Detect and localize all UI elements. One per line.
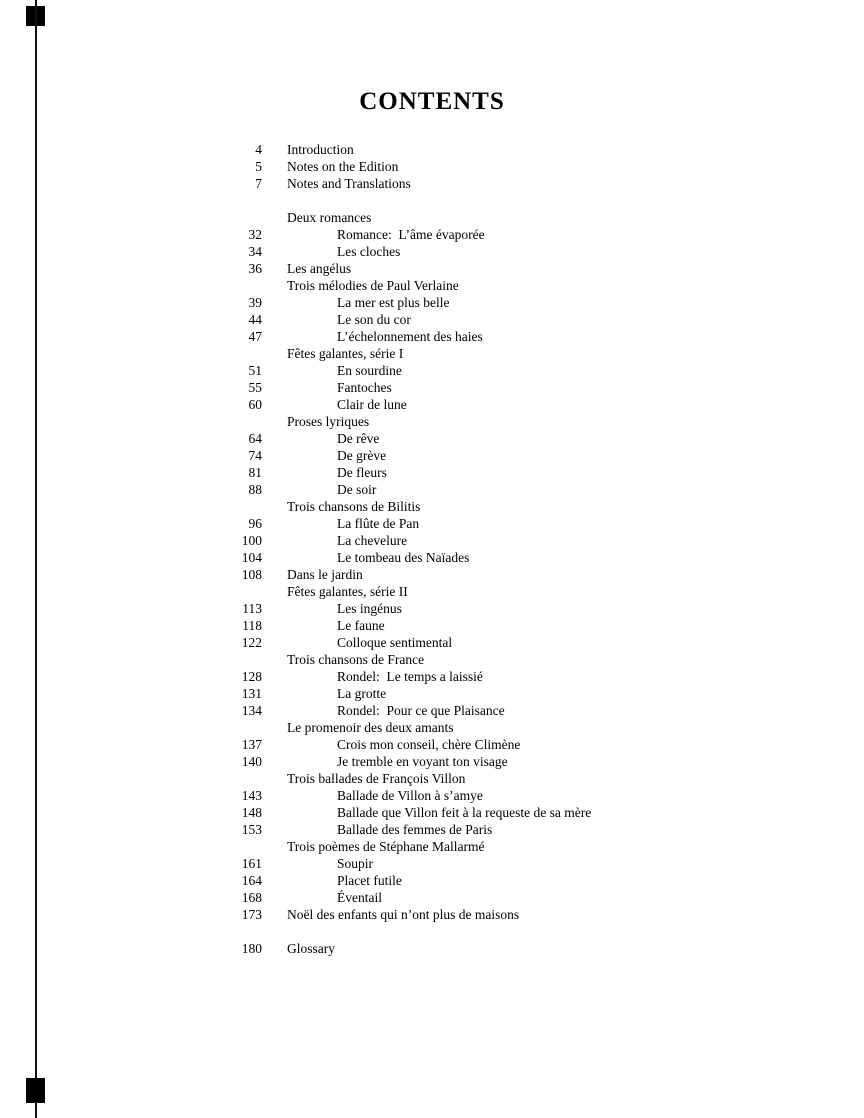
toc-list [0, 141, 864, 957]
toc-entry-label: La chevelure [337, 533, 408, 548]
toc-page-number: 137 [241, 737, 262, 752]
toc-row [0, 328, 864, 345]
toc-page-number [0, 345, 262, 362]
toc-entry-label: Le faune [337, 618, 385, 633]
toc-page-number: 64 [248, 431, 262, 446]
toc-row [0, 430, 864, 447]
toc-page-number: 164 [241, 873, 262, 888]
toc-page-number [0, 209, 262, 226]
toc-entry-label: Les cloches [337, 244, 401, 259]
toc-page-number: 104 [241, 550, 262, 565]
toc-entry-label: Fêtes galantes, série I [287, 346, 404, 361]
toc-row [0, 294, 864, 311]
toc-entry-label: Dans le jardin [287, 567, 363, 582]
toc-entry-label: De fleurs [337, 465, 387, 480]
toc-page-number: 36 [248, 261, 262, 276]
toc-row [0, 583, 864, 600]
toc-entry-label: Le tombeau des Naïades [337, 550, 470, 565]
toc-row [0, 719, 864, 736]
toc-page-number: 140 [241, 754, 262, 769]
toc-page-number: 168 [241, 890, 262, 905]
toc-entry-label: Les angélus [287, 261, 352, 276]
toc-page-number [0, 277, 262, 294]
toc-row [0, 702, 864, 719]
toc-entry-label: Je tremble en voyant ton visage [337, 754, 508, 769]
toc-row [0, 141, 864, 158]
toc-row [0, 600, 864, 617]
toc-row [0, 226, 864, 243]
toc-entry-label: De grève [337, 448, 387, 463]
toc-row [0, 651, 864, 668]
toc-row [0, 260, 864, 277]
toc-row [0, 515, 864, 532]
toc-page-number: 4 [255, 142, 262, 157]
toc-row [0, 668, 864, 685]
toc-row [0, 804, 864, 821]
toc-entry-label: De rêve [337, 431, 380, 446]
toc-page-number: 96 [248, 516, 262, 531]
toc-entry-label: Le son du cor [337, 312, 411, 327]
toc-page-number: 39 [248, 295, 262, 310]
toc-entry-label: De soir [337, 482, 377, 497]
toc-row [0, 821, 864, 838]
toc-entry-label: Fêtes galantes, série II [287, 584, 408, 599]
toc-page-number: 128 [241, 669, 262, 684]
toc-page-number [0, 413, 262, 430]
toc-entry-label: Fantoches [337, 380, 392, 395]
toc-page-number: 122 [241, 635, 262, 650]
toc-page-number [0, 770, 262, 787]
toc-entry-label: Éventail [337, 890, 382, 905]
toc-entry-label: Proses lyriques [287, 414, 370, 429]
toc-page-number: 44 [248, 312, 262, 327]
toc-row [0, 787, 864, 804]
toc-page-number: 161 [241, 856, 262, 871]
toc-row [0, 685, 864, 702]
toc-page-number: 47 [248, 329, 262, 344]
toc-entry-label: Notes and Translations [287, 176, 411, 191]
toc-page-number: 100 [241, 533, 262, 548]
toc-row [0, 158, 864, 175]
toc-row [0, 566, 864, 583]
toc-page-number: 134 [241, 703, 262, 718]
toc-entry-label: Glossary [287, 941, 335, 956]
toc-entry-label: L’échelonnement des haies [337, 329, 483, 344]
toc-entry-label: En sourdine [337, 363, 402, 378]
toc-entry-label: Le promenoir des deux amants [287, 720, 454, 735]
toc-entry-label: Trois chansons de Bilitis [287, 499, 421, 514]
toc-row [0, 906, 864, 923]
toc-row [0, 362, 864, 379]
toc-row [0, 379, 864, 396]
toc-entry-label: Trois chansons de France [287, 652, 425, 667]
toc-page-number: 143 [241, 788, 262, 803]
toc-page-number: 131 [241, 686, 262, 701]
toc-page-number [0, 651, 262, 668]
toc-row [0, 311, 864, 328]
toc-row [0, 838, 864, 855]
toc-page-number [0, 583, 262, 600]
toc-page-number: 173 [241, 907, 262, 922]
toc-page-number: 74 [248, 448, 262, 463]
toc-page-number: 51 [248, 363, 262, 378]
toc-entry-label: Colloque sentimental [337, 635, 453, 650]
toc-entry-label: Ballade des femmes de Paris [337, 822, 493, 837]
toc-row [0, 770, 864, 787]
toc-page-number: 32 [248, 227, 262, 242]
toc-row [0, 855, 864, 872]
toc-page-number: 55 [248, 380, 262, 395]
toc-row [0, 617, 864, 634]
toc-row [0, 209, 864, 226]
toc-entry-label: Trois mélodies de Paul Verlaine [287, 278, 459, 293]
toc-entry-label: Rondel: Pour ce que Plaisance [337, 703, 505, 718]
page-title: CONTENTS [359, 88, 505, 115]
toc-entry-label: Trois ballades de François Villon [287, 771, 466, 786]
toc-page-number: 118 [242, 618, 262, 633]
toc-row [0, 175, 864, 192]
toc-row [0, 872, 864, 889]
toc-entry-label: Trois poèmes de Stéphane Mallarmé [287, 839, 485, 854]
toc-page-number: 60 [248, 397, 262, 412]
toc-entry-label: La grotte [337, 686, 387, 701]
toc-row [0, 447, 864, 464]
toc-row [0, 481, 864, 498]
toc-row [0, 532, 864, 549]
toc-row [0, 277, 864, 294]
toc-entry-label: Introduction [287, 142, 354, 157]
toc-page-number: 81 [248, 465, 262, 480]
toc-row [0, 753, 864, 770]
toc-page-number: 148 [241, 805, 262, 820]
toc-entry-label: Ballade de Villon à s’amye [337, 788, 483, 803]
toc-row [0, 549, 864, 566]
toc-page-number: 88 [248, 482, 262, 497]
toc-row [0, 634, 864, 651]
toc-row [0, 464, 864, 481]
toc-entry-label: Crois mon conseil, chère Climène [337, 737, 521, 752]
toc-page-number [0, 719, 262, 736]
toc-entry-label: Notes on the Edition [287, 159, 399, 174]
toc-entry-label: Noël des enfants qui n’ont plus de maisons [287, 907, 520, 922]
toc-row [0, 243, 864, 260]
toc-row [0, 413, 864, 430]
toc-row [0, 498, 864, 515]
toc-page-number [0, 838, 262, 855]
toc-page-number: 5 [255, 159, 262, 174]
toc-entry-label: Deux romances [287, 210, 372, 225]
toc-row [0, 889, 864, 906]
toc-entry-label: Les ingénus [337, 601, 402, 616]
toc-row [0, 345, 864, 362]
toc-entry-label: Soupir [337, 856, 374, 871]
toc-page-number: 153 [241, 822, 262, 837]
toc-row [0, 736, 864, 753]
toc-page-number: 108 [241, 567, 262, 582]
toc-row [0, 940, 864, 957]
toc-page-number: 7 [255, 176, 262, 191]
scan-artifact-bottom-left [26, 1078, 45, 1103]
toc-entry-label: Romance: L’âme évaporée [337, 227, 485, 242]
toc-entry-label: Ballade que Villon feit à la requeste de sa mère [337, 805, 592, 820]
toc-entry-label: Placet futile [337, 873, 402, 888]
toc-page-number: 180 [241, 941, 262, 956]
toc-row [0, 396, 864, 413]
toc-page-number [0, 498, 262, 515]
toc-entry-label: La mer est plus belle [337, 295, 450, 310]
toc-page-number: 113 [242, 601, 262, 616]
toc-entry-label: Clair de lune [337, 397, 407, 412]
toc-page-number: 34 [248, 244, 262, 259]
toc-entry-label: Rondel: Le temps a laissié [337, 669, 483, 684]
toc-entry-label: La flûte de Pan [337, 516, 420, 531]
